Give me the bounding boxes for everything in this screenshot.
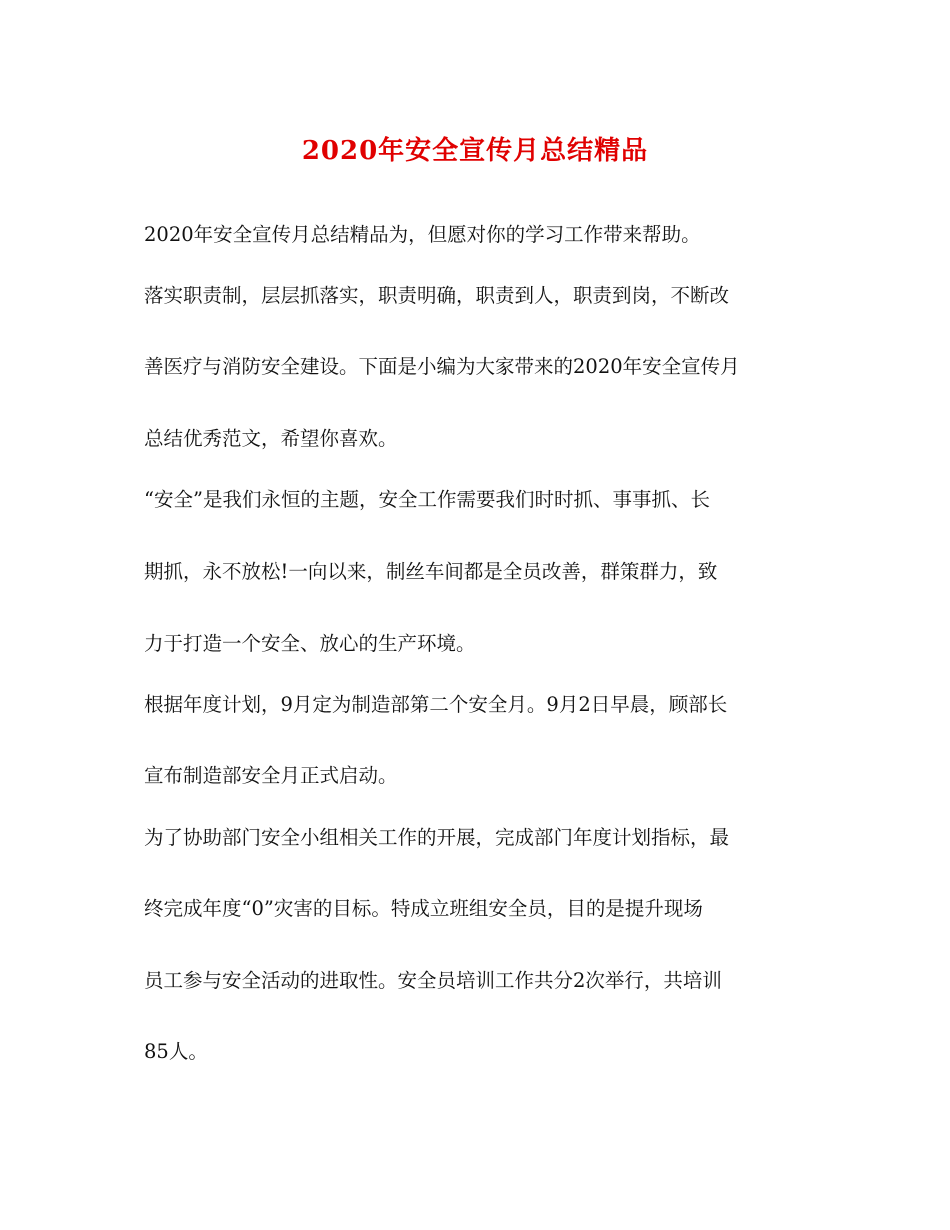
paragraph-line: 85人。 bbox=[144, 1040, 208, 1063]
paragraph-line: 总结优秀范文，希望你喜欢。 bbox=[144, 427, 398, 450]
paragraph-line: 落实职责制，层层抓落实，职责明确，职责到人，职责到岗，不断改 bbox=[144, 284, 730, 307]
document-title: 2020年安全宣传月总结精品 bbox=[301, 136, 649, 166]
paragraph-line: 终完成年度“0”灾害的目标。特成立班组安全员，目的是提升现场 bbox=[144, 897, 703, 920]
paragraph-line: 根据年度计划，9月定为制造部第二个安全月。9月2日早晨，顾部长 bbox=[144, 693, 728, 716]
paragraph-line: “安全”是我们永恒的主题，安全工作需要我们时时抓、事事抓、长 bbox=[144, 488, 710, 511]
paragraph-line: 力于打造一个安全、放心的生产环境。 bbox=[144, 632, 476, 655]
paragraph-line: 员工参与安全活动的进取性。安全员培训工作共分2次举行，共培训 bbox=[144, 969, 722, 992]
paragraph-line: 为了协助部门安全小组相关工作的开展，完成部门年度计划指标，最 bbox=[144, 826, 730, 849]
paragraph-line: 2020年安全宣传月总结精品为，但愿对你的学习工作带来帮助。 bbox=[144, 223, 701, 246]
paragraph-line: 宣布制造部安全月正式启动。 bbox=[144, 764, 398, 787]
paragraph-line: 期抓，永不放松!一向以来，制丝车间都是全员改善，群策群力，致 bbox=[144, 560, 718, 583]
paragraph-line: 善医疗与消防安全建设。下面是小编为大家带来的2020年安全宣传月 bbox=[144, 355, 740, 378]
